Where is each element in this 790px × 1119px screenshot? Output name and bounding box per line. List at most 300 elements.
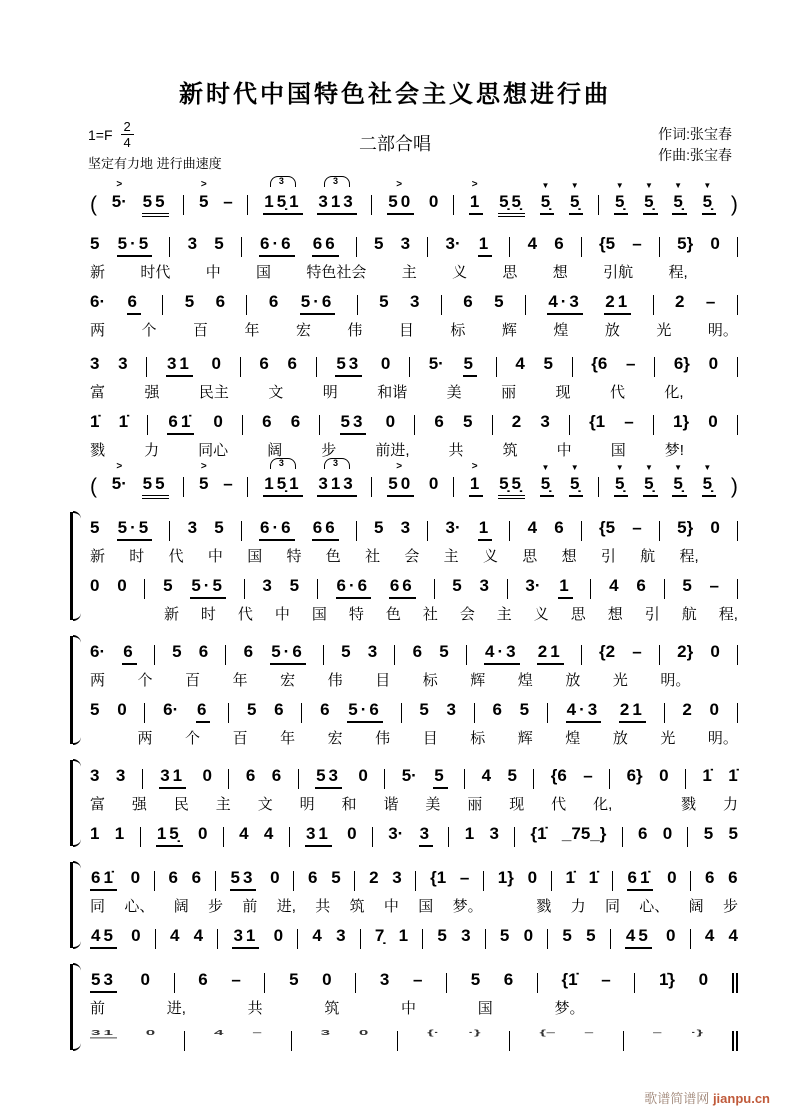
- barline: [215, 871, 216, 891]
- lyric-syllable: 标: [470, 729, 486, 747]
- note-token: 1: [398, 926, 409, 945]
- note-token: 5·6: [270, 642, 306, 665]
- barline: [144, 579, 145, 599]
- barline: [634, 973, 635, 993]
- note-token: 1: [558, 576, 572, 599]
- note-token: 3: [367, 642, 378, 661]
- barline: [551, 871, 552, 891]
- barline: [441, 295, 442, 315]
- note-token: 6: [412, 642, 423, 661]
- note-token: 1̇: [565, 868, 575, 887]
- note-token: 6: [191, 868, 202, 887]
- barline: [427, 521, 428, 541]
- watermark: [644, 1088, 770, 1107]
- marcato-mark: ▼: [570, 463, 582, 472]
- lyric-syllable: 现: [555, 383, 571, 401]
- lyric-syllable: 化,: [664, 383, 684, 401]
- note-token: 1 >: [469, 474, 483, 497]
- note-token: 6: [728, 868, 738, 887]
- barline: [144, 703, 145, 723]
- lyric-syllable: 两: [137, 729, 153, 747]
- lyric-syllable: 主: [215, 795, 231, 813]
- note-token: 4·3: [484, 642, 520, 665]
- note-token: 6: [268, 292, 279, 311]
- note-token: 4: [263, 824, 274, 843]
- note-token: 5: [543, 354, 553, 373]
- note-token: 6·6: [259, 234, 295, 257]
- barline: [319, 415, 320, 435]
- note-token: 6: [434, 412, 444, 431]
- lyric-syllable: 谐: [383, 795, 399, 813]
- lyric-syllable: 伟: [327, 671, 343, 689]
- marcato-mark: ▼: [644, 463, 656, 472]
- barline: [690, 871, 691, 891]
- held-beat-dash: –: [231, 970, 241, 989]
- note-token: 3: [90, 766, 100, 785]
- barline: [547, 929, 548, 949]
- music-notes-row: [90, 458, 738, 500]
- note-token: 5·5: [117, 518, 153, 541]
- barline: [264, 973, 265, 993]
- barline: [623, 1031, 624, 1051]
- barline: [737, 295, 738, 315]
- barline: [653, 295, 654, 315]
- lyric-syllable: 富: [90, 795, 106, 813]
- note-token: 0: [117, 700, 127, 719]
- music-notes-row: [90, 402, 738, 438]
- accent-mark: >: [396, 179, 406, 190]
- lyric-syllable: 会: [404, 547, 420, 565]
- note-token: 61̇: [167, 412, 194, 435]
- note-token: 0: [380, 354, 391, 373]
- barline: [581, 237, 582, 257]
- note-token: 5: [494, 292, 504, 311]
- note-token: 53: [90, 970, 117, 993]
- note-token: 6: [463, 292, 473, 311]
- lyric-syllable: 筑: [349, 897, 365, 915]
- barline: [242, 415, 243, 435]
- lyric-syllable: 个: [185, 729, 201, 747]
- note-token: 0: [90, 576, 100, 595]
- note-token: 0: [708, 412, 718, 431]
- note-token: 5: [419, 700, 429, 719]
- note-token: 5: [289, 970, 299, 989]
- note-token: 5: [463, 354, 477, 377]
- lyric-syllable: 丽: [467, 795, 483, 813]
- note-token: 1̇: [118, 412, 129, 431]
- lyric-syllable: 阔: [267, 441, 283, 459]
- lyric-syllable: 步: [208, 897, 224, 915]
- tempo-marking: 坚定有力地 进行曲速度: [88, 156, 222, 171]
- note-token: 50 >: [387, 192, 414, 215]
- note-token: 6: [492, 700, 502, 719]
- lyric-syllable: 进,: [276, 897, 296, 915]
- barline: [297, 929, 298, 949]
- note-token: 5̣ ▼: [702, 192, 716, 215]
- note-token: {6: [591, 354, 608, 373]
- triplet-mark: 3: [324, 458, 350, 469]
- intro-parenthesis: ): [730, 193, 738, 216]
- note-token: 5: [331, 868, 341, 887]
- lyric-syllable: 国: [418, 897, 434, 915]
- music-notes-row: [90, 916, 738, 952]
- note-token: 0: [659, 766, 669, 785]
- barline: [737, 237, 738, 257]
- barline: [291, 1031, 292, 1051]
- note-token: 6: [215, 292, 226, 311]
- note-token: 3: [400, 518, 411, 537]
- lyric-syllable: 光: [660, 729, 676, 747]
- intro-parenthesis: (: [90, 475, 97, 498]
- note-token: 6: [259, 354, 269, 373]
- note-token: 1̇}: [658, 970, 676, 989]
- lyric-syllable: 代: [237, 605, 253, 623]
- single-voice-system: [90, 176, 738, 218]
- single-voice-system: [90, 458, 738, 500]
- note-token: 5: [172, 642, 182, 661]
- barline: [409, 357, 410, 377]
- barline: [162, 295, 163, 315]
- barline: [174, 973, 175, 993]
- barline: [485, 929, 486, 949]
- lyric-syllable: 国: [610, 441, 626, 459]
- barline: [356, 521, 357, 541]
- lyric-syllable: 新: [163, 605, 179, 623]
- barline: [581, 521, 582, 541]
- barline: [507, 579, 508, 599]
- held-beat-dash: –: [601, 970, 611, 989]
- music-notes-row: [90, 1018, 738, 1054]
- music-notes-row: [90, 960, 738, 996]
- note-token: 3: [187, 234, 198, 253]
- note-token: 5̣ ▼: [672, 192, 686, 215]
- accent-mark: >: [200, 461, 207, 472]
- lyric-syllable: 心、: [124, 897, 155, 915]
- barline: [360, 929, 361, 949]
- note-token: 3: [446, 700, 456, 719]
- lyric-syllable: 筑: [502, 441, 518, 459]
- music-notes-row: [90, 508, 738, 544]
- barline: [317, 579, 318, 599]
- note-token: 5: [586, 926, 596, 945]
- note-token: 0: [428, 474, 439, 493]
- note-token: 0: [662, 824, 673, 843]
- lyric-syllable: 和: [341, 795, 357, 813]
- note-token: 5: [703, 824, 714, 843]
- lyric-syllable: 引: [644, 605, 660, 623]
- barline: [427, 237, 428, 257]
- note-token: 0: [666, 926, 676, 945]
- note-token: 21: [619, 700, 646, 723]
- note-token: 6: [271, 766, 282, 785]
- barline: [394, 645, 395, 665]
- barline: [355, 973, 356, 993]
- barline: [154, 645, 155, 665]
- intro-parenthesis: ): [730, 475, 738, 498]
- note-token: 6: [636, 576, 646, 595]
- note-token: 4: [312, 926, 322, 945]
- lyric-syllable: 百: [232, 729, 248, 747]
- note-token: 5}: [677, 518, 694, 537]
- subtitle: 二部合唱: [359, 134, 431, 154]
- note-token: 5̣ ▼: [540, 192, 554, 215]
- note-token: 7̣: [374, 926, 385, 945]
- lyric-syllable: 引航: [603, 263, 634, 281]
- note-token: 0: [131, 926, 141, 945]
- note-token: 3: [320, 1028, 331, 1037]
- barline: [289, 827, 290, 847]
- note-token: 6: [705, 868, 715, 887]
- note-token: 5: [437, 926, 447, 945]
- note-token: {–: [539, 1028, 556, 1037]
- note-token: 5̣ ▼: [702, 474, 716, 497]
- barline: [737, 645, 738, 665]
- barline: [612, 871, 613, 891]
- note-token: 4: [728, 926, 738, 945]
- lyric-syllable: 同: [90, 897, 106, 915]
- lyric-syllable: 航: [640, 547, 656, 565]
- barline: [228, 769, 229, 789]
- lyric-syllable: 年: [232, 671, 248, 689]
- credits-block: [658, 124, 732, 166]
- barline: [509, 1031, 510, 1051]
- barline: [448, 827, 449, 847]
- two-voice-system: [90, 632, 738, 748]
- note-token: 5: [439, 642, 449, 661]
- accent-mark: >: [471, 179, 481, 190]
- single-voice-system: [90, 402, 738, 460]
- note-token: 0: [710, 234, 720, 253]
- lyric-syllable: 戮: [536, 897, 552, 915]
- note-token: 1: [464, 824, 475, 843]
- lyric-syllable: 目: [375, 671, 391, 689]
- barline: [610, 929, 611, 949]
- system-brace: [70, 964, 81, 1050]
- held-beat-dash: –: [632, 642, 642, 661]
- barline: [217, 929, 218, 949]
- note-token: _75_}: [561, 824, 607, 843]
- lyric-syllable: 化,: [593, 795, 613, 813]
- marcato-mark: ▼: [644, 181, 656, 190]
- note-token: 6·: [163, 700, 179, 719]
- barline: [659, 645, 660, 665]
- note-token: 4: [609, 576, 619, 595]
- lyric-syllable: 程,: [679, 547, 699, 565]
- note-token: 5̣ ▼: [614, 192, 628, 215]
- note-token: 5̣ ▼: [643, 192, 657, 215]
- note-token: 6: [245, 766, 256, 785]
- watermark-site-url[interactable]: jianpu.cn: [712, 1091, 770, 1106]
- triplet-mark: 3: [324, 176, 350, 187]
- lyric-syllable: 国: [477, 999, 493, 1017]
- lyric-syllable: 明。: [707, 729, 738, 747]
- time-denominator: 4: [123, 135, 131, 150]
- note-token: 5: [462, 412, 473, 431]
- barline: [356, 237, 357, 257]
- barline: [547, 703, 548, 723]
- lyric-syllable: 思: [502, 263, 518, 281]
- lyric-syllable: 色: [325, 547, 341, 565]
- held-beat-dash: –: [709, 576, 719, 595]
- note-token: 50 >: [387, 474, 414, 497]
- note-token: 5· >: [111, 179, 127, 211]
- note-token: 6: [637, 824, 648, 843]
- lyric-syllable: 特: [286, 547, 302, 565]
- barline: [384, 769, 385, 789]
- barline: [496, 357, 497, 377]
- lyric-syllable: 思: [570, 605, 586, 623]
- note-token: 53: [335, 354, 362, 377]
- lyric-syllable: 目: [398, 321, 414, 339]
- barline: [525, 295, 526, 315]
- barline: [654, 357, 655, 377]
- accent-mark: >: [200, 179, 207, 190]
- barline: [464, 769, 465, 789]
- note-token: 5̣ ▼: [540, 474, 554, 497]
- lyric-syllable: 代: [609, 383, 625, 401]
- note-token: 66: [312, 234, 339, 257]
- note-token: 4: [515, 354, 525, 373]
- note-token: 0: [347, 824, 357, 843]
- note-token: 5: [470, 970, 481, 989]
- note-token: 1: [478, 234, 492, 257]
- marcato-mark: ▼: [674, 463, 686, 472]
- lyric-syllable: 进,: [166, 999, 186, 1017]
- lyric-syllable: 强: [144, 383, 160, 401]
- note-token: {1: [430, 868, 447, 887]
- note-token: 2: [511, 412, 522, 431]
- lyric-syllable: 辉: [501, 321, 517, 339]
- barline: [142, 769, 143, 789]
- note-token: 2: [682, 700, 692, 719]
- note-token: 0: [710, 518, 720, 537]
- note-token: 5}: [677, 234, 694, 253]
- note-token: 4: [704, 926, 715, 945]
- barline: [293, 871, 294, 891]
- note-token: 5: [341, 642, 351, 661]
- held-beat-dash: –: [632, 234, 642, 253]
- lyric-syllable: 社: [365, 547, 381, 565]
- note-token: 0: [322, 970, 332, 989]
- barline: [537, 973, 538, 993]
- note-token: 0: [698, 970, 709, 989]
- lyric-syllable: 宏: [295, 321, 311, 339]
- lyric-syllable: 特色社会: [306, 263, 367, 281]
- barline: [183, 195, 184, 215]
- lyric-syllable: 国: [247, 547, 263, 565]
- note-token: 4·3: [547, 292, 583, 315]
- music-notes-row: [90, 344, 738, 380]
- lyric-syllable: 年: [244, 321, 260, 339]
- barline: [184, 1031, 185, 1051]
- barline: [609, 769, 610, 789]
- lyric-syllable: 戮: [90, 441, 106, 459]
- note-token: 1̇: [728, 766, 738, 785]
- lyric-syllable: 百: [192, 321, 208, 339]
- lyric-syllable: 航: [681, 605, 697, 623]
- note-token: 0: [710, 642, 720, 661]
- note-token: 6: [287, 354, 297, 373]
- barline: [372, 827, 373, 847]
- lyrics-row: [90, 602, 738, 624]
- lyric-syllable: 中: [401, 999, 417, 1017]
- note-token: 5̣ ▼: [614, 474, 628, 497]
- note-token: 3: [336, 926, 346, 945]
- note-token: 0: [198, 824, 208, 843]
- note-token: 5̣5̣: [498, 474, 525, 499]
- note-token: 45: [90, 926, 117, 949]
- note-token: 5̣ ▼: [643, 474, 657, 497]
- barline: [483, 871, 484, 891]
- note-token: 4: [193, 926, 204, 945]
- lyric-syllable: 共: [448, 441, 464, 459]
- lyric-syllable: 阔: [688, 897, 704, 915]
- note-token: 31: [232, 926, 259, 949]
- lyrics-row: [90, 260, 738, 282]
- note-token: 5: [374, 518, 384, 537]
- lyric-syllable: 煌: [565, 729, 581, 747]
- lyric-syllable: 力: [722, 795, 738, 813]
- watermark-site-name: 歌谱简谱网: [644, 1091, 710, 1106]
- barline: [169, 237, 170, 257]
- lyrics-row: [90, 792, 738, 814]
- lyric-syllable: 年: [280, 729, 296, 747]
- held-beat-dash: –: [705, 292, 716, 311]
- note-token: 5: [452, 576, 462, 595]
- lyric-syllable: 前: [242, 897, 258, 915]
- barline: [354, 871, 355, 891]
- barline: [301, 703, 302, 723]
- note-token: 5: [90, 518, 100, 537]
- lyric-syllable: 想: [561, 547, 577, 565]
- lyric-syllable: 国: [311, 605, 327, 623]
- lyric-syllable: 民: [173, 795, 189, 813]
- lyrics-row: [90, 726, 738, 748]
- note-token: 6·6: [336, 576, 372, 599]
- note-token: 5: [90, 234, 100, 253]
- lyrics-row: [90, 318, 738, 340]
- note-token: 5: [519, 700, 530, 719]
- intro-parenthesis: (: [90, 193, 97, 216]
- lyric-syllable: 文: [268, 383, 284, 401]
- note-token: {5: [599, 234, 616, 253]
- music-notes-row: [90, 756, 738, 792]
- note-token: 0: [130, 868, 141, 887]
- lyric-syllable: 梦!: [664, 441, 684, 459]
- lyric-syllable: 时代: [140, 263, 171, 281]
- held-beat-dash: –: [626, 354, 636, 373]
- note-token: 21: [604, 292, 631, 315]
- lyric-syllable: 力: [144, 441, 160, 459]
- lyrics-row: [90, 894, 738, 916]
- marcato-mark: ▼: [541, 463, 553, 472]
- lyric-syllable: 义: [482, 547, 498, 565]
- barline: [664, 579, 665, 599]
- note-token: 0: [202, 766, 213, 785]
- accent-mark: >: [116, 461, 123, 472]
- note-token: 4·3: [566, 700, 602, 723]
- lyric-syllable: 百: [185, 671, 201, 689]
- lyric-syllable: 新: [90, 263, 106, 281]
- barline: [247, 477, 248, 497]
- lyric-syllable: 社: [422, 605, 438, 623]
- barline: [737, 703, 738, 723]
- marcato-mark: ▼: [703, 463, 715, 472]
- note-token: 4: [527, 234, 538, 253]
- note-token: 1 >: [469, 192, 483, 215]
- barline: [228, 703, 229, 723]
- lyric-syllable: 梦。: [554, 999, 585, 1017]
